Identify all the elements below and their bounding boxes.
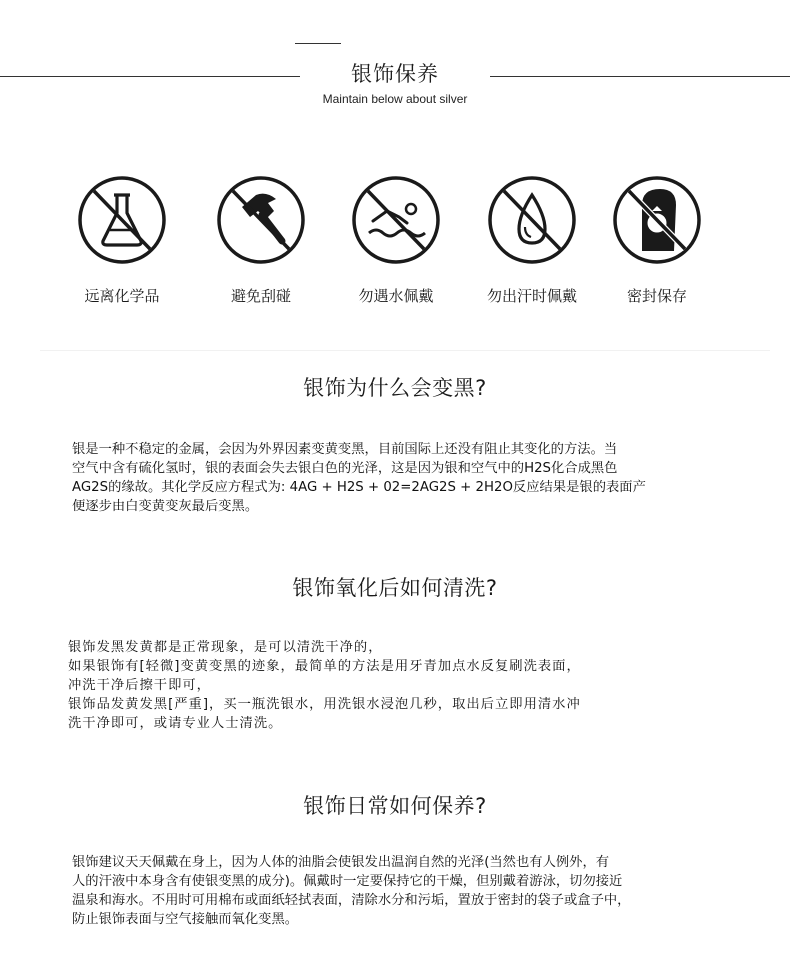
care-item-scratch [196,175,326,306]
page-subtitle: Maintain below about silver [322,92,468,106]
text-line: 人的汗液中本身含有使银变黑的成分)。佩戴时一定要保持它的干燥，但别戴着游泳，切勿接近 [72,874,623,889]
paragraph-why-black [72,440,646,516]
text-line: 冲洗干净后擦干即可， [68,678,211,693]
top-short-line [295,43,341,44]
text-line: 银饰发黑发黄都是正常现象，是可以清洗干净的， [68,640,383,655]
heading-why-black: 银饰为什么会变黑? [303,376,487,400]
text-line: 银饰品发黄发黑[严重]，买一瓶洗银水，用洗银水浸泡几秒，取出后立即用清水冲 [68,697,581,712]
care-item-chemicals [57,175,187,306]
paragraph-daily-care [72,853,630,929]
heading-daily-care: 银饰日常如何保养? [303,794,487,818]
hammer-icon [216,175,306,265]
text-line: 空气中含有硫化氢时，银的表面会失去银白色的光泽，这是因为银和空气中的H2S化合成黑色 [72,461,618,476]
text-line: AG2S的缘故。其化学反应方程式为: 4AG + H2S + 02=2AG2S + 2H2O反应结果是银的表面产 [72,480,646,495]
care-label-water: 勿遇水佩戴 [358,287,434,305]
section-divider [40,350,770,351]
drop-icon [487,175,577,265]
text-line: 洗干净即可，或请专业人士清洗。 [68,716,283,731]
care-item-water [331,175,461,306]
text-line: 防止银饰表面与空气接触而氧化变黑。 [72,912,299,927]
text-line: 便逐步由白变黄变灰最后变黑。 [72,499,259,514]
care-label-sealed: 密封保存 [626,287,687,305]
flask-icon [77,175,167,265]
care-item-sealed [592,175,722,306]
care-label-chemicals: 远离化学品 [84,287,160,305]
care-icons-row [0,175,790,305]
text-line: 银饰建议天天佩戴在身上，因为人体的油脂会使银发出温润自然的光泽(当然也有人例外，有 [72,855,610,870]
heading-how-clean: 银饰氧化后如何清洗? [292,576,498,600]
swimmer-icon [351,175,441,265]
paragraph-how-clean [68,638,581,733]
care-item-sweat [467,175,597,306]
ring-box-icon [612,175,702,265]
text-line: 温泉和海水。不用时可用棉布或面纸轻拭表面，清除水分和污垢，置放于密封的袋子或盒子中， [72,893,631,908]
care-label-scratch: 避免刮碰 [230,287,291,305]
care-label-sweat: 勿出汗时佩戴 [486,287,577,305]
page-title: 银饰保养 [351,62,439,86]
text-line: 银是一种不稳定的金属，会因为外界因素变黄变黑，目前国际上还没有阻止其变化的方法。当 [72,442,618,457]
text-line: 如果银饰有[轻微]变黄变黑的迹象，最简单的方法是用牙青加点水反复刷洗表面， [68,659,581,674]
